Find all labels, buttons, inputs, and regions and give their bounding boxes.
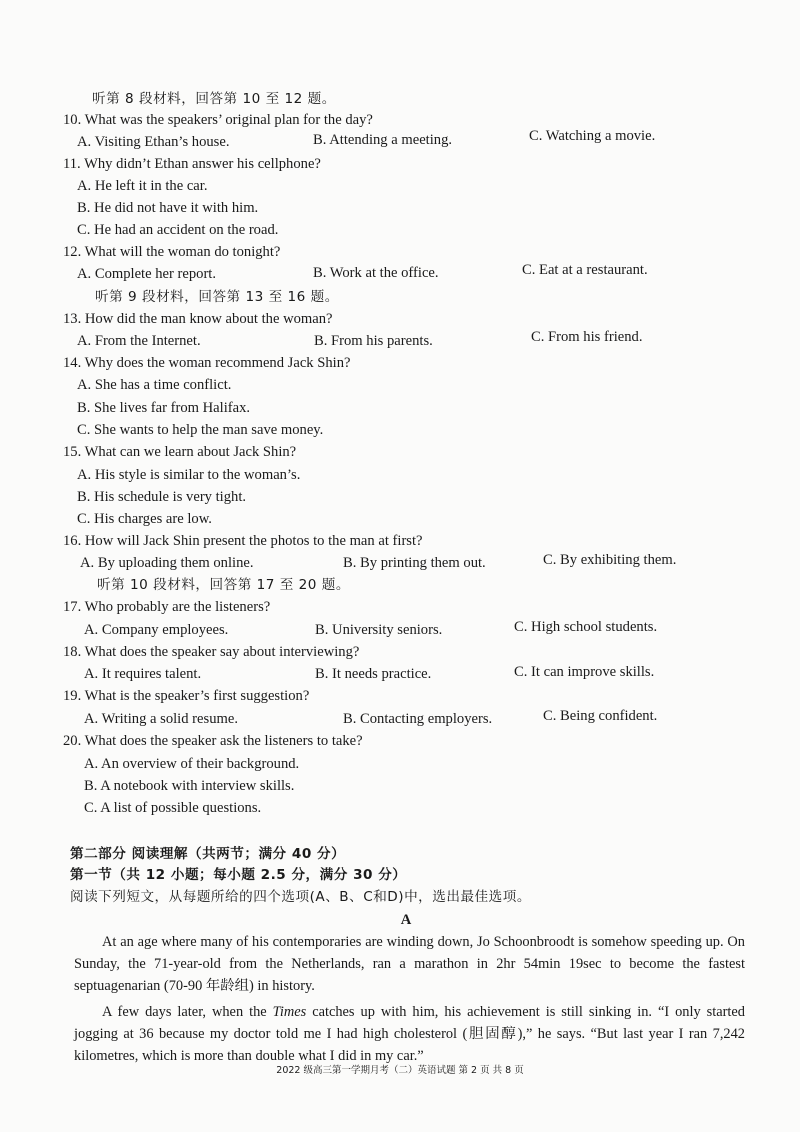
question-10-stem: 10. What was the speakers’ original plan for the day? [63,112,373,128]
question-13-option-b: B. From his parents. [314,333,433,349]
reading-instruction: 阅读下列短文，从每题所给的四个选项(A、B、C和D)中，选出最佳选项。 [70,889,531,905]
question-11-option-c: C. He had an accident on the road. [77,222,279,238]
question-14-option-b: B. She lives far from Halifax. [77,400,251,416]
question-17-option-a: A. Company employees. [84,622,229,638]
reading-part-title: 第二部分 阅读理解（共两节；满分 40 分） [70,846,346,862]
question-20-option-a: A. An overview of their background. [84,756,300,772]
question-14-option-a: A. She has a time conflict. [77,377,232,393]
question-17-option-b: B. University seniors. [315,622,443,638]
question-10-option-b: B. Attending a meeting. [313,132,453,148]
question-18-stem: 18. What does the speaker say about interviewing? [63,644,360,660]
question-19-stem: 19. What is the speaker’s first suggestion? [63,688,310,704]
question-16-stem: 16. How will Jack Shin present the photos to the man at first? [63,533,423,549]
material-10-intro: 听第 10 段材料，回答第 17 至 20 题。 [97,577,350,593]
material-8-intro: 听第 8 段材料，回答第 10 至 12 题。 [92,91,336,107]
newspaper-name: Times [272,1004,307,1020]
passage-paragraph-2 [74,1001,745,1067]
question-15-option-a: A. His style is similar to the woman’s. [77,467,301,483]
page-footer: 2022 级高三第一学期月考（二）英语试题 第 2 页 共 8 页 [276,1065,524,1076]
question-12-option-c: C. Eat at a restaurant. [522,262,648,278]
question-11-option-b: B. He did not have it with him. [77,200,259,216]
question-13-stem: 13. How did the man know about the woman? [63,311,333,327]
question-17-option-c: C. High school students. [514,619,658,635]
question-20-stem: 20. What does the speaker ask the listeners to take? [63,733,363,749]
question-11-stem: 11. Why didn’t Ethan answer his cellphone? [63,156,321,172]
question-11-option-a: A. He left it in the car. [77,178,208,194]
paragraph-2-start: A few days later, when the [102,1004,273,1020]
question-10-option-c: C. Watching a movie. [529,128,656,144]
question-15-stem: 15. What can we learn about Jack Shin? [63,444,297,460]
question-14-option-c: C. She wants to help the man save money. [77,422,324,438]
question-19-option-b: B. Contacting employers. [343,711,493,727]
question-17-stem: 17. Who probably are the listeners? [63,599,271,615]
question-12-stem: 12. What will the woman do tonight? [63,244,281,260]
question-15-option-c: C. His charges are low. [77,511,212,527]
material-9-intro: 听第 9 段材料，回答第 13 至 16 题。 [95,289,339,305]
reading-section-title: 第一节（共 12 小题；每小题 2.5 分，满分 30 分） [70,867,407,883]
passage-label: A [400,912,412,928]
question-16-option-c: C. By exhibiting them. [543,552,677,568]
question-18-option-a: A. It requires talent. [84,666,202,682]
question-18-option-b: B. It needs practice. [315,666,432,682]
question-12-option-b: B. Work at the office. [313,265,439,281]
question-18-option-c: C. It can improve skills. [514,664,655,680]
question-13-option-c: C. From his friend. [531,329,643,345]
question-14-stem: 14. Why does the woman recommend Jack Shin? [63,355,351,371]
question-12-option-a: A. Complete her report. [77,266,217,282]
question-15-option-b: B. His schedule is very tight. [77,489,247,505]
question-19-option-a: A. Writing a solid resume. [84,711,238,727]
question-19-option-c: C. Being confident. [543,708,658,724]
question-10-option-a: A. Visiting Ethan’s house. [77,134,230,150]
paragraph-2-rest: catches up with him, his achievement is still sinking in. “I only started jogging at 36 because my doctor told me I had high cholesterol (胆固醇),” he says. “But last year I ran 7,242 kilometres, which is more than double what I did in my car.” [74,1004,745,1064]
passage-paragraph-1: At an age where many of his contemporaries are winding down, Jo Schoonbroodt is somehow speeding up. On Sunday, the 71-year-old from the Netherlands, ran a marathon in 2hr 54min 19sec to become the fastest septuagenarian (70-90 年龄组) in history. [74,934,745,994]
question-16-option-a: A. By uploading them online. [80,555,254,571]
question-13-option-a: A. From the Internet. [77,333,201,349]
question-16-option-b: B. By printing them out. [343,555,486,571]
question-20-option-c: C. A list of possible questions. [84,800,262,816]
question-20-option-b: B. A notebook with interview skills. [84,778,295,794]
